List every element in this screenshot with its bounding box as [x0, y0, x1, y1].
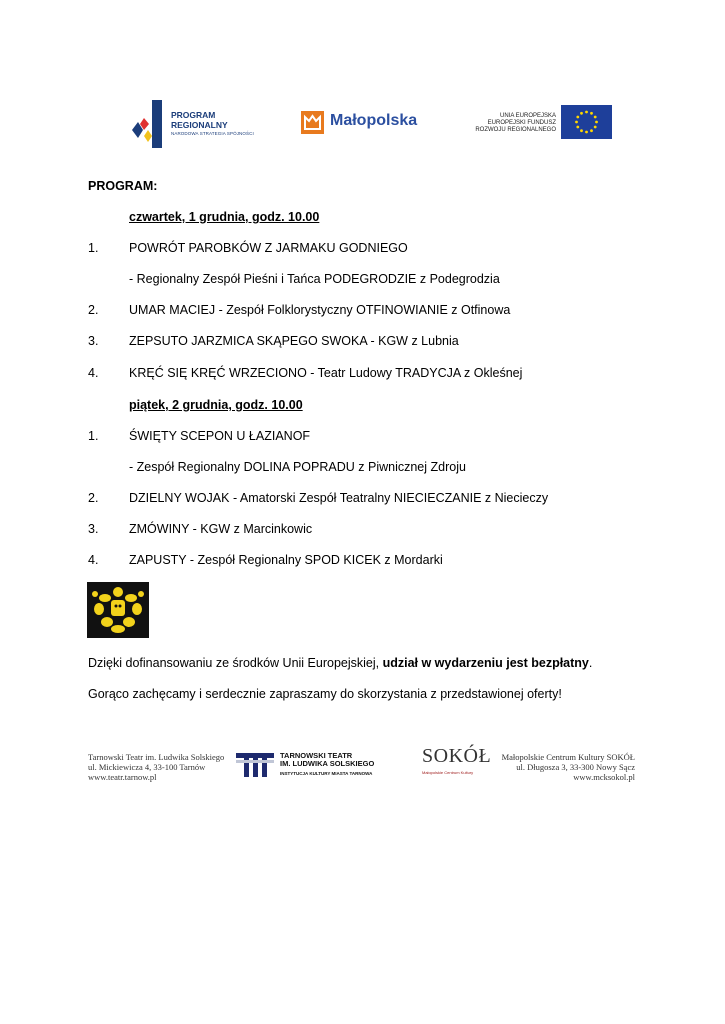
program-regionalny-sub: NARODOWA STRATEGIA SPÓJNOŚCI: [171, 131, 254, 136]
footer-sokol-address: [500, 752, 635, 782]
funding-note: [88, 655, 592, 671]
day2-item3-num: 3.: [88, 522, 99, 536]
day2-item1-sub: - Zespół Regionalny DOLINA POPRADU z Piwnicznej Zdroju: [129, 460, 466, 474]
day1-item2-num: 2.: [88, 303, 99, 317]
day2-item1-num: 1.: [88, 429, 99, 443]
program-regionalny-text: PROGRAM REGIONALNY: [171, 110, 228, 130]
footer-theatre-address: [88, 752, 224, 782]
folk-emblem-image: [87, 582, 149, 638]
day1-item1-sub: - Regionalny Zespół Pieśni i Tańca PODEGRODZIE z Podegrodzia: [129, 272, 500, 286]
day2-item4-num: 4.: [88, 553, 99, 567]
eu-flag-icon: [561, 105, 612, 139]
day1-item2-text: UMAR MACIEJ - Zespół Folklorystyczny OTFINOWIANIE z Otfinowa: [129, 303, 511, 317]
day1-item3-num: 3.: [88, 334, 99, 348]
day1-title: czwartek, 1 grudnia, godz. 10.00: [129, 210, 320, 224]
footer-left-line2: ul. Mickiewicza 4, 33-100 Tarnów: [88, 762, 206, 772]
malopolska-icon: [301, 111, 324, 134]
day2-item1-text: ŚWIĘTY SCEPON U ŁAZIANOF: [129, 429, 311, 443]
eu-fund-text: UNIA EUROPEJSKA EUROPEJSKI FUNDUSZ ROZWOJU REGIONALNEGO: [475, 113, 556, 133]
invite-text: Gorąco zachęcamy i serdecznie zapraszamy do skorzystania z przedstawionej oferty!: [88, 687, 562, 701]
footer-right-line3: www.mcksokol.pl: [573, 772, 635, 782]
sokol-logo-text: SOKÓŁ: [422, 745, 492, 767]
day1-item4-text: KRĘĆ SIĘ KRĘĆ WRZECIONO - Teatr Ludowy TRADYCJA z Okleśnej: [129, 366, 523, 380]
footer-right-line1: Małopolskie Centrum Kultury SOKÓŁ: [501, 752, 635, 762]
malopolska-logo-text: Małopolska: [330, 112, 418, 129]
day1-item1-num: 1.: [88, 241, 99, 255]
day2-item4-text: ZAPUSTY - Zespół Regionalny SPOD KICEK z Mordarki: [129, 553, 443, 567]
program-heading: PROGRAM:: [88, 179, 158, 193]
sokol-logo-sub: Małopolskie Centrum Kultury: [422, 770, 474, 775]
tarnowski-teatr-text: TARNOWSKI TEATR IM. LUDWIKA SOLSKIEGO: [280, 751, 375, 768]
footer-left-line1: Tarnowski Teatr im. Ludwika Solskiego: [88, 752, 225, 762]
day2-item3-text: ZMÓWINY - KGW z Marcinkowic: [129, 522, 313, 536]
tarnowski-teatr-sub: INSTYTUCJA KULTURY MIASTA TARNOWA: [280, 771, 373, 776]
day1-item4-num: 4.: [88, 366, 99, 380]
funding-prefix: Dzięki dofinansowaniu ze środków Unii Europejskiej,: [88, 656, 383, 670]
funding-bold: udział w wydarzeniu jest bezpłatny: [382, 656, 589, 670]
day2-item2-num: 2.: [88, 491, 99, 505]
footer-right-line2: ul. Długosza 3, 33-300 Nowy Sącz: [516, 762, 635, 772]
tarnowski-teatr-logo: [236, 751, 274, 779]
day1-item3-text: ZEPSUTO JARZMICA SKĄPEGO SWOKA - KGW z Lubnia: [129, 334, 459, 348]
footer-left-line3: www.teatr.tarnow.pl: [88, 772, 157, 782]
day2-title: piątek, 2 grudnia, godz. 10.00: [129, 398, 303, 412]
day2-item2-text: DZIELNY WOJAK - Amatorski Zespół Teatralny NIECIECZANIE z Niecieczy: [129, 491, 549, 505]
funding-suffix: .: [588, 656, 593, 670]
day1-item1-text: POWRÓT PAROBKÓW Z JARMAKU GODNIEGO: [129, 241, 408, 255]
